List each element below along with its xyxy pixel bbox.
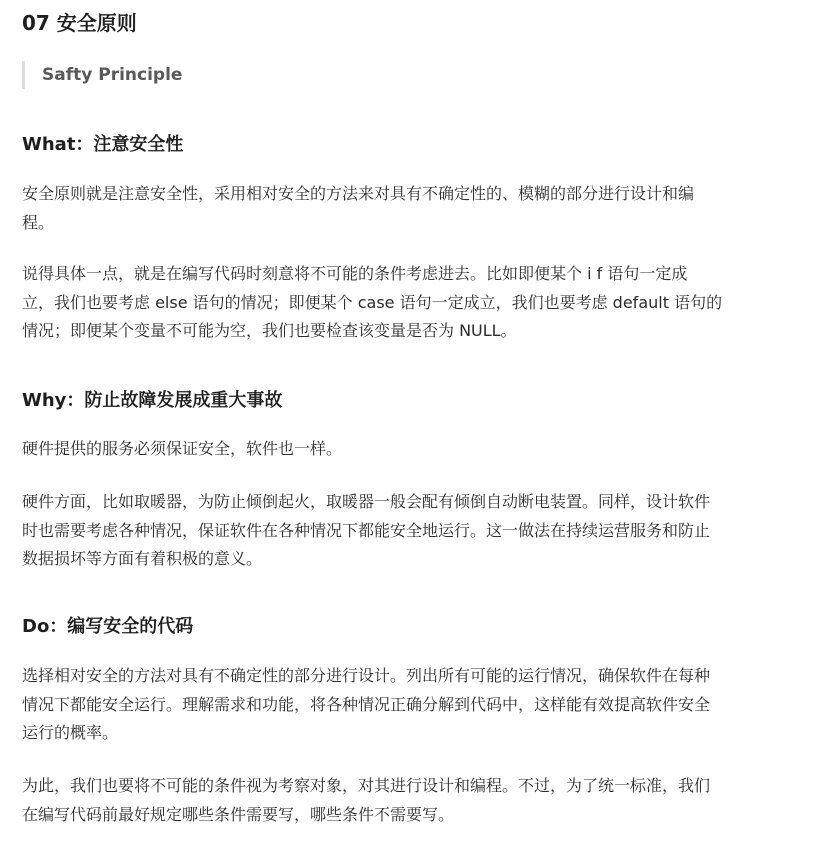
blockquote bbox=[22, 61, 182, 89]
paragraph-do-1 bbox=[22, 662, 792, 748]
text-line: 运行的概率。 bbox=[22, 723, 119, 742]
text-line: 选择相对安全的方法对具有不确定性的部分进行设计。列出所有可能的运行情况，确保软件在每种 bbox=[22, 666, 711, 685]
paragraph-what-1 bbox=[22, 180, 792, 237]
section-heading-do: Do：编写安全的代码 bbox=[22, 616, 194, 637]
text-line: 数据损坏等方面有着积极的意义。 bbox=[22, 549, 263, 568]
paragraph-why-1 bbox=[22, 435, 792, 464]
text-line: 安全原则就是注意安全性，采用相对安全的方法来对具有不确定性的、模糊的部分进行设计和编 bbox=[22, 184, 695, 203]
section-heading-why: Why：防止故障发展成重大事故 bbox=[22, 390, 283, 411]
text-line: 为此，我们也要将不可能的条件视为考察对象，对其进行设计和编程。不过，为了统一标准，我们 bbox=[22, 776, 711, 795]
paragraph-why-2 bbox=[22, 488, 792, 574]
text-line: 时也需要考虑各种情况，保证软件在各种情况下都能安全地运行。这一做法在持续运营服务和防止 bbox=[22, 520, 711, 540]
blockquote-text: Safty Principle bbox=[42, 65, 183, 85]
text-line: 情况下都能安全运行。理解需求和功能，将各种情况正确分解到代码中，这样能有效提高软件安全 bbox=[22, 694, 711, 714]
text-line: 立，我们也要考虑 else 语句的情况；即便某个 case 语句一定成立，我们也要考虑 default 语句的 bbox=[22, 292, 723, 312]
text-line: 在编写代码前最好规定哪些条件需要写，哪些条件不需要写。 bbox=[22, 804, 455, 824]
paragraph-what-2 bbox=[22, 260, 792, 346]
text-line: 硬件方面，比如取暖器，为防止倾倒起火，取暖器一般会配有倾倒自动断电装置。同样，设计软件 bbox=[22, 492, 711, 511]
page-title: 07 安全原则 bbox=[22, 11, 137, 35]
text-line: 说得具体一点，就是在编写代码时刻意将不可能的条件考虑进去。比如即便某个 i f 语句一定成 bbox=[22, 264, 688, 283]
text-line: 硬件提供的服务必须保证安全，软件也一样。 bbox=[22, 439, 343, 458]
text-line: 情况；即便某个变量不可能为空，我们也要检查该变量是否为 NULL。 bbox=[22, 321, 517, 340]
text-line: 程。 bbox=[22, 212, 55, 232]
section-heading-what: What：注意安全性 bbox=[22, 134, 184, 155]
paragraph-do-2 bbox=[22, 772, 792, 829]
